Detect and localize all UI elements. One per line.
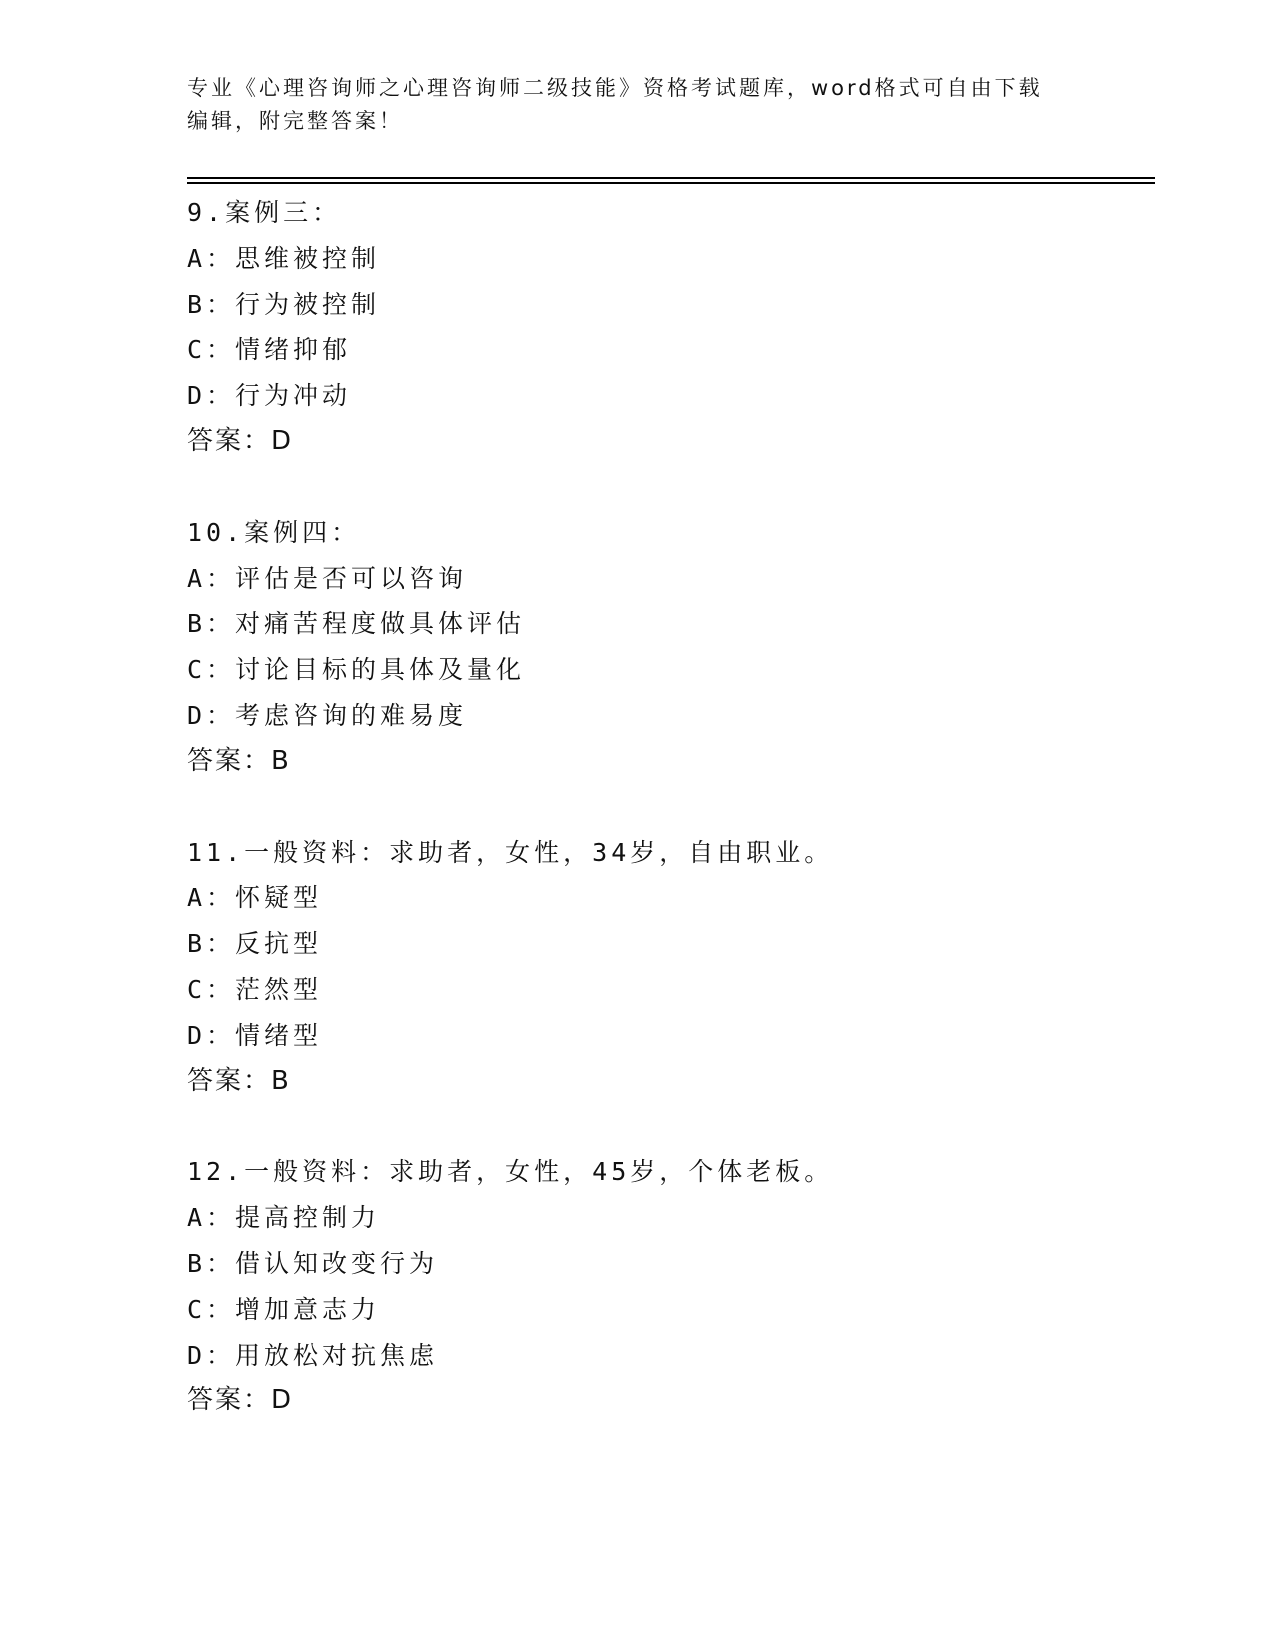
question-item xyxy=(187,830,1155,1105)
option-c: C：情绪抑郁 xyxy=(187,335,352,365)
header-divider-bottom xyxy=(187,182,1155,184)
option-c: C：增加意志力 xyxy=(187,1294,381,1324)
header-divider-top xyxy=(187,177,1155,179)
answer: 答案：B xyxy=(187,1065,291,1096)
option-b: B：借认知改变行为 xyxy=(187,1248,439,1278)
question-item xyxy=(187,1149,1155,1424)
option-b: B：反抗型 xyxy=(187,929,323,959)
header-title-line-2: 编辑，附完整答案！ xyxy=(187,109,403,133)
question-list xyxy=(187,190,1155,1424)
header-title-line-1: 专业《心理咨询师之心理咨询师二级技能》资格考试题库，word格式可自由下载 xyxy=(187,76,1043,100)
option-d: D：考虑咨询的难易度 xyxy=(187,700,468,730)
option-c: C：讨论目标的具体及量化 xyxy=(187,655,526,685)
answer: 答案：B xyxy=(187,745,291,776)
option-c: C：茫然型 xyxy=(187,974,323,1004)
option-d: D：情绪型 xyxy=(187,1020,323,1050)
answer: 答案：D xyxy=(187,1385,294,1416)
question-item xyxy=(187,190,1155,465)
question-stem: 9.案例三： xyxy=(187,198,342,227)
option-a: A：评估是否可以咨询 xyxy=(187,563,468,593)
question-stem: 11.一般资料：求助者，女性，34岁，自由职业。 xyxy=(187,837,834,867)
option-d: D：行为冲动 xyxy=(187,381,352,411)
option-a: A：怀疑型 xyxy=(187,883,323,913)
option-b: B：行为被控制 xyxy=(187,289,381,319)
option-d: D：用放松对抗焦虑 xyxy=(187,1340,439,1370)
question-item xyxy=(187,510,1155,785)
option-b: B：对痛苦程度做具体评估 xyxy=(187,609,526,639)
option-a: A：提高控制力 xyxy=(187,1203,381,1233)
question-stem: 10.案例四： xyxy=(187,517,361,547)
option-a: A：思维被控制 xyxy=(187,243,381,273)
question-stem: 12.一般资料：求助者，女性，45岁，个体老板。 xyxy=(187,1157,834,1187)
document-header xyxy=(187,72,1087,138)
answer: 答案：D xyxy=(187,425,294,456)
